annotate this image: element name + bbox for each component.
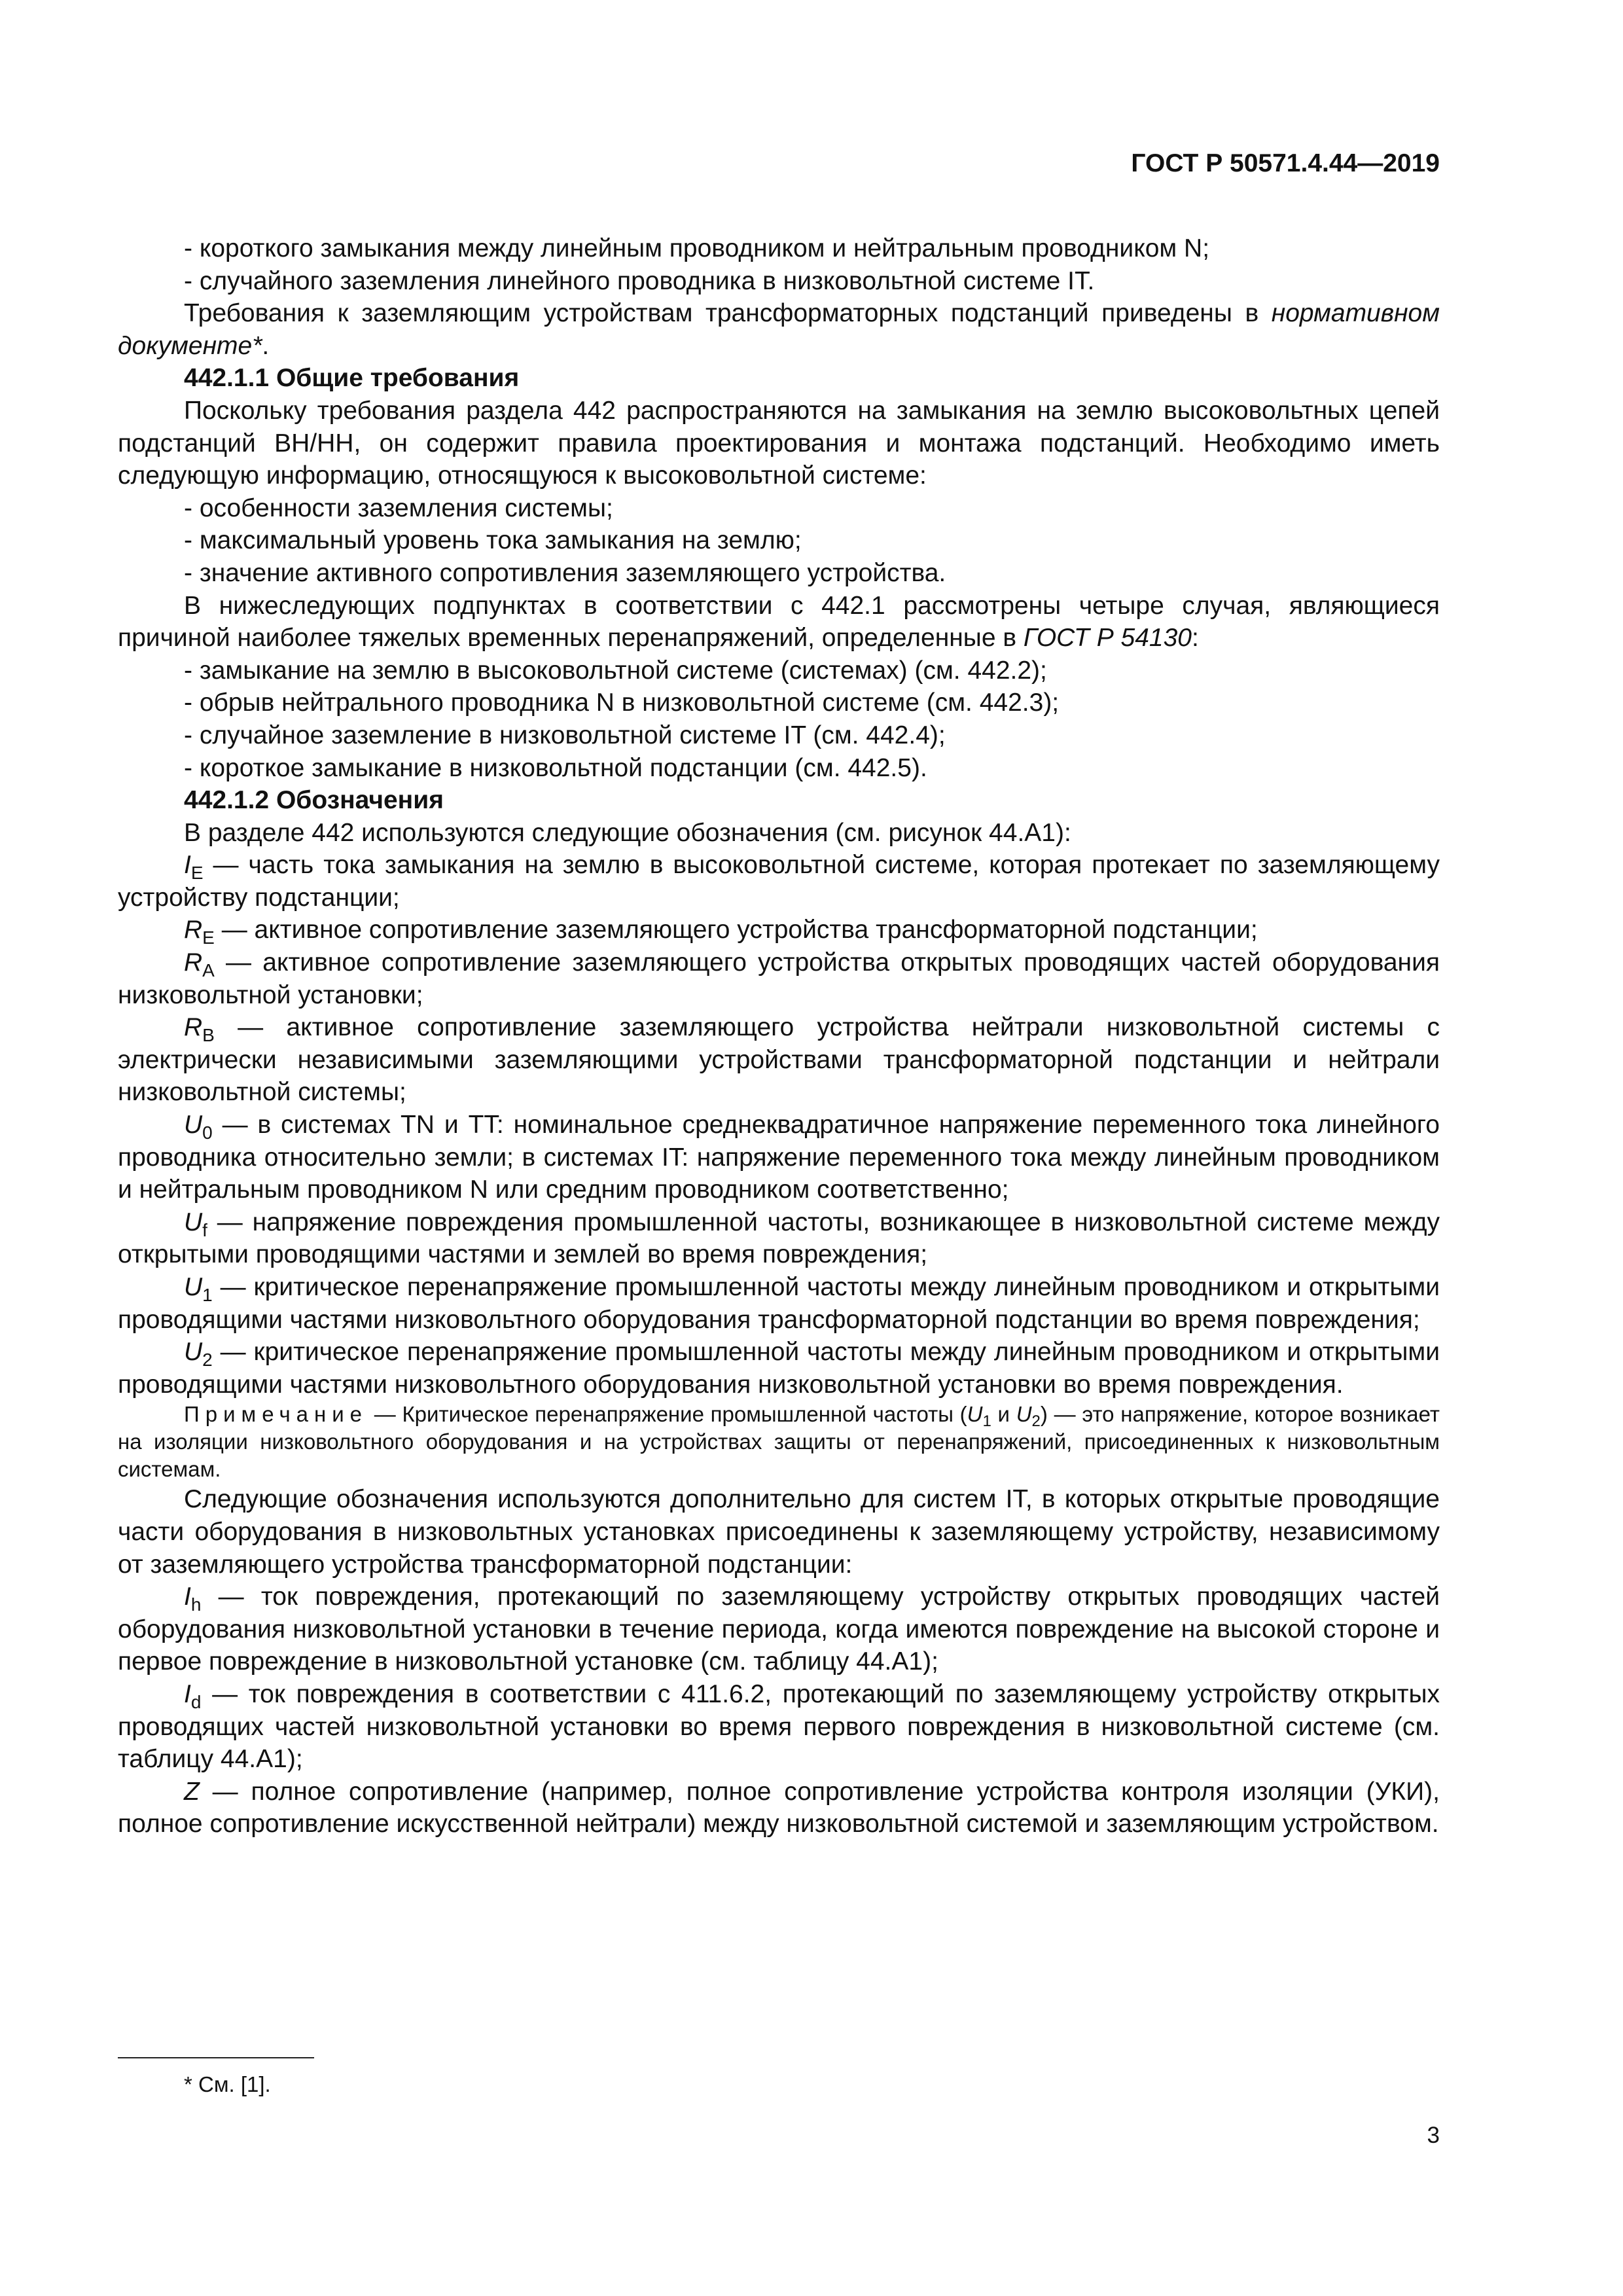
definition-item: $I_E$ — часть тока замыкания на землю в высоковольтной системе, которая протекает по заземляющему устройству подстанции; <box>118 851 1440 912</box>
definition-item: $U_1$ — критическое перенапряжение промышленной частоты между линейным проводником и открытыми проводящими частями низковольтного оборудования трансформаторной подстанции во время повреждения; <box>118 1273 1440 1334</box>
paragraph: В разделе 442 используются следующие обозначения (см. рисунок 44.А1): <box>184 818 1071 847</box>
list-item: - значение активного сопротивления заземляющего устройства. <box>184 558 946 587</box>
symbol: $I_d$ <box>184 1679 202 1712</box>
definition-item: $U_0$ — в системах TN и TT: номинальное среднеквадратичное напряжение переменного тока линейного проводника относительно земли; в системах IT: напряжение переменного тока между линейным проводником и нейтральным проводником N или средним проводником соответственно; <box>118 1111 1440 1204</box>
definition-item: $R_B$ — активное сопротивление заземляющего устройства нейтрали низковольтной системы с электрически независимыми заземляющими устройствами трансформаторной подстанции и нейтрали низковольтной системы; <box>118 1013 1440 1107</box>
symbol: $U_2$ <box>184 1338 213 1371</box>
symbol: Z <box>184 1777 200 1806</box>
symbol: $R_B$ <box>184 1013 215 1046</box>
definition-item: $U_f$ — напряжение повреждения промышленной частоты, возникающее в низковольтной системе между открытыми проводящими частями и землей во время повреждения; <box>118 1208 1440 1269</box>
symbol: $U_f$ <box>184 1208 207 1240</box>
section-heading: 442.1.2 Обозначения <box>184 786 444 815</box>
list-item: - особенности заземления системы; <box>184 493 613 522</box>
definition-item: Z — полное сопротивление (например, полное сопротивление устройства контроля изоляции (УКИ), полное сопротивление искусственной нейтрали) между низковольтной системой и заземляющим устройством. <box>118 1777 1440 1839</box>
paragraph: Следующие обозначения используются дополнительно для систем IT, в которых открытые проводящие части оборудования в низковольтных установках присоединены к заземляющему устройству, независимому от заземляющего устройства трансформаторной подстанции: <box>118 1485 1440 1579</box>
list-item: - случайного заземления линейного проводника в низковольтной системе IT. <box>184 266 1095 295</box>
list-item: - максимальный уровень тока замыкания на землю; <box>184 526 802 555</box>
list-item: - замыкание на землю в высоковольтной системе (системах) (см. 442.2); <box>184 656 1047 685</box>
definition-item: $I_d$ — ток повреждения в соответствии с 411.6.2, протекающий по заземляющему устройству открытых проводящих частей низковольтной установки во время первого повреждения в низковольтной системе (см. таблицу 44.А1); <box>118 1679 1440 1774</box>
symbol: $U_1$ <box>184 1273 213 1305</box>
paragraph: Поскольку требования раздела 442 распространяются на замыкания на землю высоковольтных цепей подстанций ВН/НН, он содержит правила проектирования и монтажа подстанций. Необходимо иметь следующую информацию, относящуюся к высоковольтной системе: <box>118 396 1440 490</box>
standard-reference: ГОСТ Р 54130 <box>1023 624 1192 653</box>
section-heading: 442.1.1 Общие требования <box>184 364 520 393</box>
document-body <box>118 232 1440 1840</box>
paragraph: Требования к заземляющим устройствам трансформаторных подстанций приведены в нормативном документе*. <box>118 299 1440 360</box>
footnote-separator <box>118 2057 314 2058</box>
symbol: $I_h$ <box>184 1583 202 1615</box>
list-item: - обрыв нейтрального проводника N в низковольтной системе (см. 442.3); <box>184 689 1060 717</box>
symbol: $R_E$ <box>184 916 215 948</box>
definition-item: $R_A$ — активное сопротивление заземляющего устройства открытых проводящих частей оборудования низковольтной установки; <box>118 948 1440 1009</box>
symbol: $R_A$ <box>184 948 215 981</box>
definition-item: $R_E$ — активное сопротивление заземляющего устройства трансформаторной подстанции; <box>184 916 1258 948</box>
reference-link: нормативном документе* <box>118 299 1440 360</box>
document-header: ГОСТ Р 50571.4.44—2019 <box>1131 149 1440 177</box>
list-item: - короткого замыкания между линейным проводником и нейтральным проводником N; <box>184 234 1210 262</box>
definition-item: $U_2$ — критическое перенапряжение промышленной частоты между линейным проводником и открытыми проводящими частями низковольтного оборудования низковольтной установки во время повреждения. <box>118 1338 1440 1399</box>
definition-item: $I_h$ — ток повреждения, протекающий по заземляющему устройству открытых проводящих частей оборудования низковольтной установки в течение периода, когда имеются повреждение на высокой стороне и первое повреждение в низковольтной установке (см. таблицу 44.А1); <box>118 1583 1440 1676</box>
page-number: 3 <box>1427 2123 1440 2148</box>
document-page <box>118 0 1440 2296</box>
footnote: * См. [1]. <box>184 2072 271 2096</box>
list-item: - короткое замыкание в низковольтной подстанции (см. 442.5). <box>184 753 927 782</box>
note: Примечание — Критическое перенапряжение промышленной частоты ($U_1$ и $U_2$) — это напряжение, которое возникает на изоляции низковольтного оборудования и на устройствах защиты от перенапряжений, присоединенных к низковольтным системам. <box>118 1402 1440 1482</box>
symbol: $I_E$ <box>184 851 204 884</box>
note-label: Примечание <box>184 1402 368 1427</box>
paragraph: В нижеследующих подпунктах в соответствии с 442.1 рассмотрены четыре случая, являющиеся причиной наиболее тяжелых временных перенапряжений, определенные в ГОСТ Р 54130: <box>118 591 1440 653</box>
symbol: $U_0$ <box>184 1111 213 1143</box>
list-item: - случайное заземление в низковольтной системе IT (см. 442.4); <box>184 721 946 749</box>
